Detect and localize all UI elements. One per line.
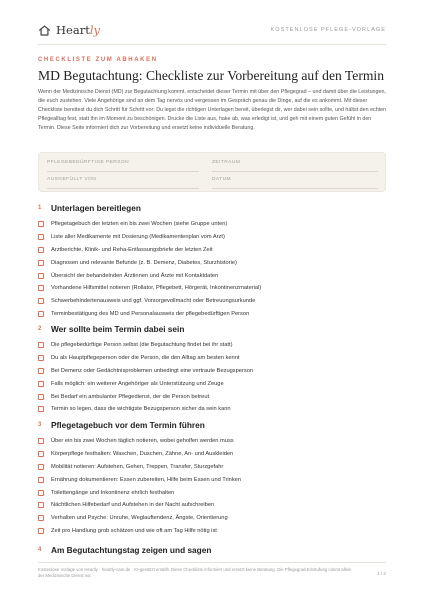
person-field-label: PFLEGEBEDÜRFTIGE PERSON (47, 160, 130, 165)
date-field-label: DATUM (212, 177, 232, 182)
checklist-item (38, 435, 386, 448)
section-title: Unterlagen bereitlegen (51, 203, 141, 213)
checkbox[interactable] (38, 490, 44, 496)
date-field-line[interactable] (212, 188, 378, 189)
home-icon (38, 24, 51, 37)
checklist-item-label: Über ein bis zwei Wochen täglich notieren, wobei geholfen werden muss (51, 438, 234, 445)
section-header (38, 544, 386, 556)
checklist-item-label: Pflegetagebuch der letzten ein bis zwei Wochen (siehe Gruppe unten) (51, 221, 228, 228)
checklist-item-label: Die pflegebedürftige Person selbst (die Begutachtung findet bei ihr statt) (51, 342, 233, 349)
checkbox[interactable] (38, 528, 44, 534)
checklist-item-label: Ernährung dokumentieren: Essen zubereiten, Hilfe beim Essen und Trinken (51, 476, 242, 483)
checkbox[interactable] (38, 438, 44, 444)
person-field-line[interactable] (47, 171, 199, 172)
checklist-item-label: Mobilität notieren: Aufstehen, Gehen, Treppen, Transfer, Sturzgefahr (51, 463, 224, 470)
period-field-label: ZEITRAUM (212, 160, 241, 165)
checklist-item (38, 218, 386, 231)
checklist-item-label: Bei Demenz oder Gedächtnisproblemen unbedingt eine vertraute Bezugsperson (51, 367, 254, 374)
checklist-item (38, 390, 386, 403)
checklist-item-label: Arztberichte, Klinik- und Reha-Entlassungsbriefe der letzten Zeit (51, 246, 213, 253)
checklist-item-label: Übersicht der behandelnden Ärztinnen und Ärzte mit Kontaktdaten (51, 272, 219, 279)
checkbox[interactable] (38, 298, 44, 304)
info-form (38, 152, 386, 192)
checkbox[interactable] (38, 381, 44, 387)
checklist-item (38, 256, 386, 269)
section-title: Am Begutachtungstag zeigen und sagen (51, 545, 212, 555)
checkbox[interactable] (38, 394, 44, 400)
section-appointment-day (38, 544, 386, 556)
checklist-item-label: Vorhandene Hilfsmittel notieren (Rollator, Pflegebett, Hörgerät, Inkontinenzmaterial) (51, 285, 262, 292)
checkbox[interactable] (38, 247, 44, 253)
checklist-item (38, 244, 386, 257)
section-documents (38, 202, 386, 320)
checklist-item (38, 282, 386, 295)
checklist-item (38, 448, 386, 461)
checkbox[interactable] (38, 311, 44, 317)
checklist-item-label: Bei Bedarf ein ambulanter Pflegedienst, der die Person betreut (51, 393, 210, 400)
footer-note: Kostenlose Vorlage von Heartly · heartly-care.de · KI-gestützt erstellt. Diese Checkliste informiert und ersetzt keine Beratung. Die Pflegegrad-Einstufung nimmt allein der Medizinische Dienst vor. (38, 567, 352, 579)
checklist-item-label: Du als Hauptpflegeperson oder die Person, die den Alltag am besten kennt (51, 355, 240, 362)
eyebrow-label: CHECKLISTE ZUM ABHAKEN (38, 57, 158, 63)
checklist-item-label: Schwerbehindertenausweis und ggf. Vorsorgevollmacht oder Betreuungsurkunde (51, 298, 256, 305)
checklist-item (38, 525, 386, 538)
checklist-item (38, 339, 386, 352)
section-header (38, 202, 386, 214)
header-divider (38, 44, 386, 45)
checklist-item-label: Verhalten und Psyche: Unruhe, Weglauftendenz, Ängste, Orientierung (51, 515, 228, 522)
checkbox[interactable] (38, 285, 44, 291)
checkbox[interactable] (38, 368, 44, 374)
checklist-item-label: Falls möglich: ein weiterer Angehöriger als Unterstützung und Zeuge (51, 380, 224, 387)
section-title: Pflegetagebuch vor dem Termin führen (51, 420, 205, 430)
checkbox[interactable] (38, 234, 44, 240)
checklist-item (38, 499, 386, 512)
checklist-item (38, 269, 386, 282)
checklist-item-label: Liste aller Medikamente mit Dosierung (Medikamentenplan vom Arzt) (51, 234, 225, 241)
checklist-item (38, 512, 386, 525)
section-number: 2 (38, 326, 42, 332)
document-kind-label: KOSTENLOSE PFLEGE-VORLAGE (270, 27, 386, 33)
intro-paragraph: Wenn der Medizinische Dienst (MD) zur Begutachtung kommt, entscheidet dieser Termin mit über den Pflegegrad – und damit über die Leistungen, die euch zustehen. Viele Angehörige sind an dem Tag nervös und vergessen im Gespräch genau die Dinge, auf die es ankommt. Mit dieser Checkliste bereitest du dich Schritt für Schritt vor: Du legst die richtigen Unterlagen bereit, überlegst dir, wer dabei sein sollte, und hältst den echten Pflegealltag fest, statt ihn im Moment zu beschönigen. Drucke die Liste aus, hake ab, was erledigt ist, und geh mit einem guten Gefühl in den Termin. Diese Seite informiert dich zur Vorbereitung und ersetzt keine individuelle Beratung. (38, 89, 387, 131)
checkbox[interactable] (38, 273, 44, 279)
checklist-item (38, 486, 386, 499)
page-number: 1 / 2 (377, 571, 386, 576)
section-number: 3 (38, 422, 42, 428)
checkbox[interactable] (38, 406, 44, 412)
checklist-item-label: Zeit pro Handlung grob schätzen und wie oft am Tag Hilfe nötig ist (51, 527, 217, 534)
brand-name: Heartly (56, 23, 100, 37)
checklist-item (38, 352, 386, 365)
checklist-item-label: Diagnosen und relevante Befunde (z. B. Demenz, Diabetes, Sturzhistorie) (51, 259, 237, 266)
checklist-item-label: Nächtlichen Hilfebedarf und Aufstehen in der Nacht aufschreiben (51, 502, 215, 509)
checkbox[interactable] (38, 451, 44, 457)
page-title: MD Begutachtung: Checkliste zur Vorbereitung auf den Termin (38, 68, 384, 83)
section-care-diary (38, 419, 386, 537)
brand-logo (38, 23, 100, 37)
checklist-item (38, 295, 386, 308)
filled-by-field-label: AUSGEFÜLLT VON (47, 177, 97, 182)
section-header (38, 419, 386, 431)
checklist-item-label: Terminbestätigung des MD und Personalausweis der pflegebedürftigen Person (51, 310, 250, 317)
checkbox[interactable] (38, 464, 44, 470)
checkbox[interactable] (38, 355, 44, 361)
checklist-item (38, 231, 386, 244)
section-header (38, 323, 386, 335)
checkbox[interactable] (38, 260, 44, 266)
section-title: Wer sollte beim Termin dabei sein (51, 324, 185, 334)
checklist-item (38, 473, 386, 486)
checklist-item-label: Toilettengänge und Inkontinenz ehrlich festhalten (51, 489, 175, 496)
section-attendees (38, 323, 386, 416)
checklist-item-label: Termin so legen, dass die wichtigste Bezugsperson sicher da sein kann (51, 406, 231, 413)
checklist-item (38, 461, 386, 474)
top-bar (0, 0, 424, 46)
checkbox[interactable] (38, 342, 44, 348)
checkbox[interactable] (38, 477, 44, 483)
footer-divider (38, 562, 386, 563)
checklist-item (38, 365, 386, 378)
section-number: 1 (38, 205, 42, 211)
section-number: 4 (38, 547, 42, 553)
checklist-item (38, 308, 386, 321)
checklist-item (38, 377, 386, 390)
checklist-item (38, 403, 386, 416)
checkbox[interactable] (38, 221, 44, 227)
checklist-item-label: Körperpflege festhalten: Waschen, Duschen, Zähne, An- und Auskleiden (51, 451, 234, 458)
checkbox[interactable] (38, 502, 44, 508)
checkbox[interactable] (38, 515, 44, 521)
period-field-line[interactable] (212, 171, 378, 172)
filled-by-field-line[interactable] (47, 188, 199, 189)
